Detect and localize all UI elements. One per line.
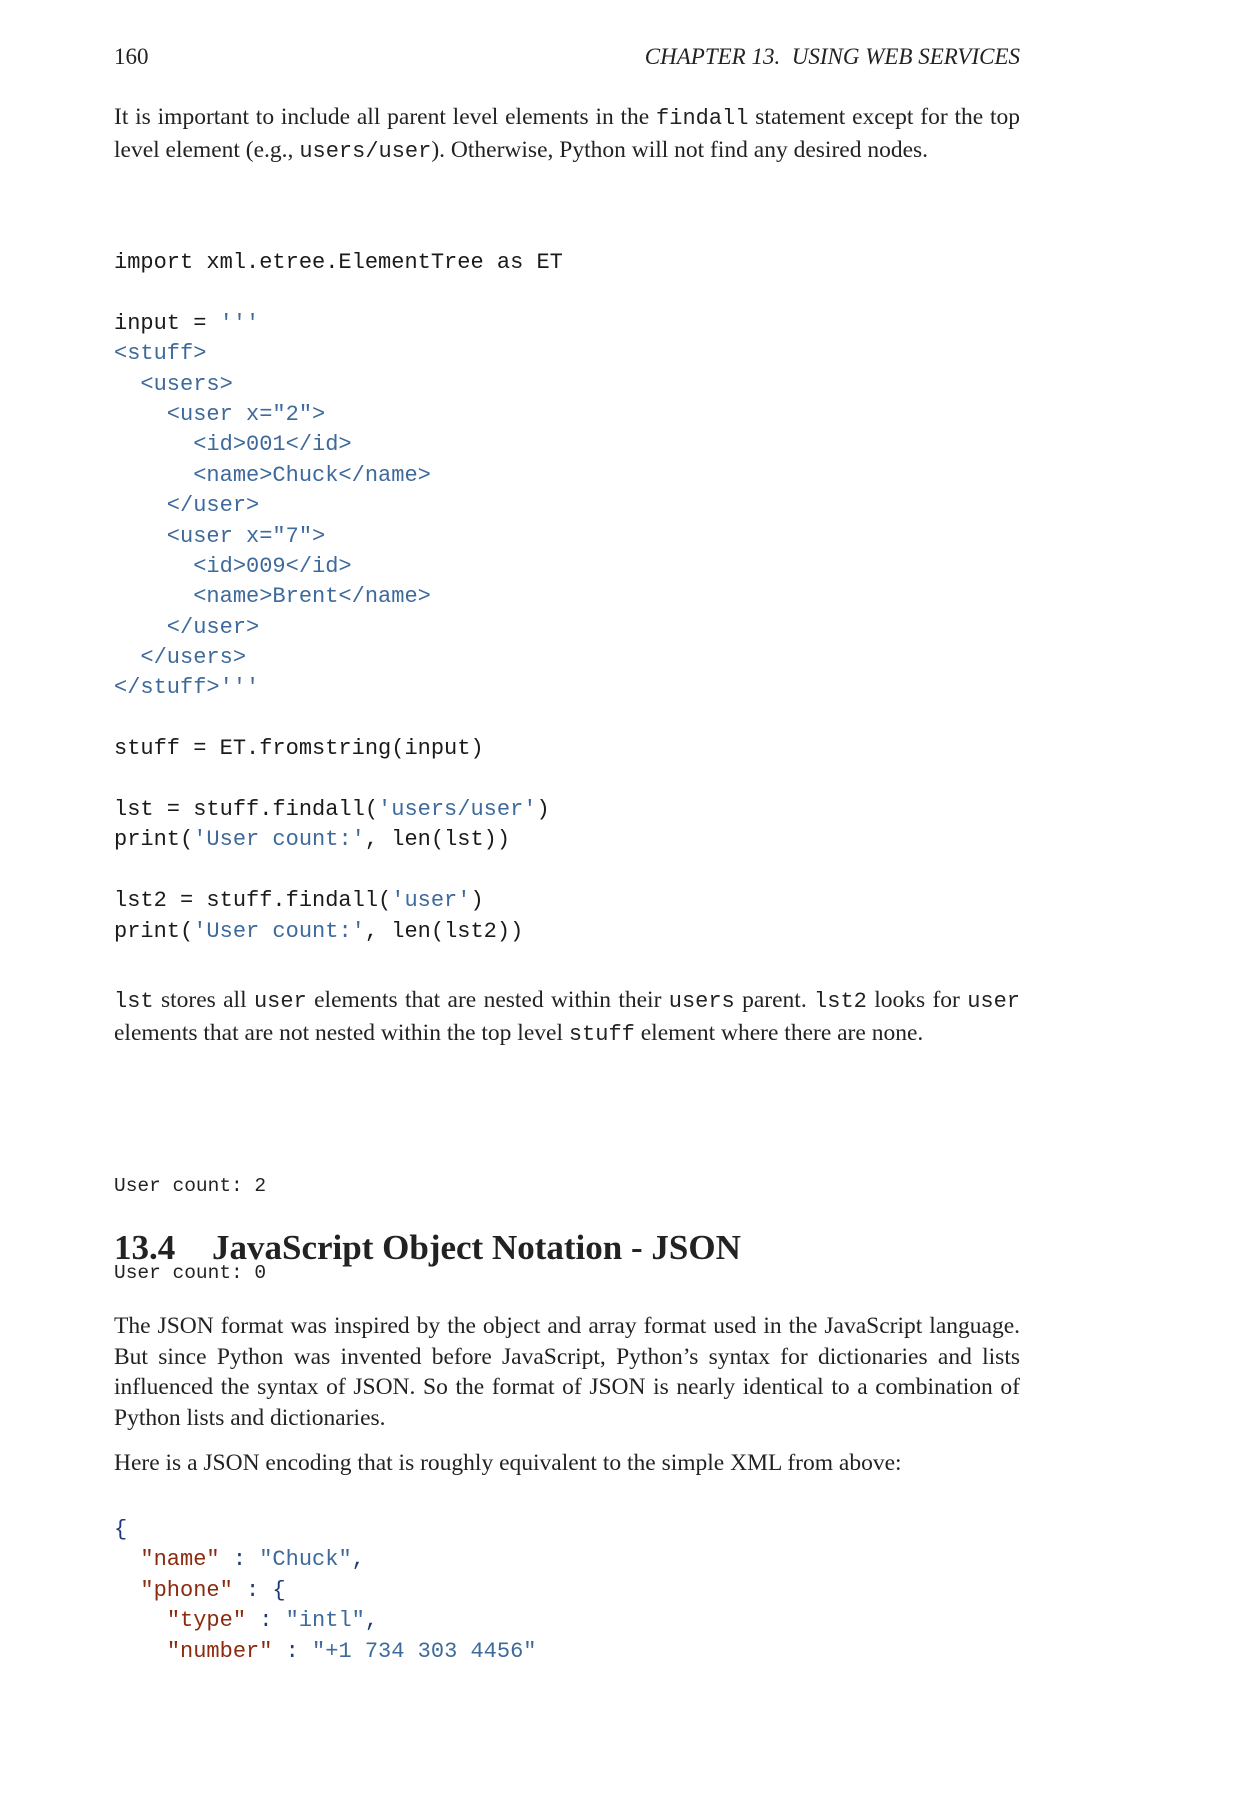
code-string: </user> (114, 614, 260, 640)
code-line (114, 643, 1020, 673)
text: Here is a JSON encoding that is roughly equivalent to the simple XML from above: (114, 1450, 902, 1476)
code-line (114, 522, 1020, 552)
code-string: <id>001</id> (114, 432, 352, 458)
code-line (114, 552, 1020, 582)
code-token: lst2 = stuff.findall( (114, 888, 392, 914)
code-token (114, 1578, 140, 1603)
code-token: stuff = ET.fromstring(input) (114, 736, 484, 762)
text: It is important to include all parent level elements in the (114, 104, 657, 130)
code-key: "number" (166, 1638, 273, 1664)
code-string: "intl" (285, 1608, 365, 1634)
inline-code: users (668, 989, 735, 1014)
code-line (114, 673, 1020, 703)
code-string: 'users/user' (378, 797, 537, 823)
code-string: <stuff> (114, 341, 207, 367)
code-token: : (219, 1547, 260, 1573)
code-token: { (114, 1517, 128, 1542)
code-line (114, 1637, 1020, 1667)
code-string: <name>Chuck</name> (114, 462, 431, 488)
code-token: : { (232, 1577, 286, 1603)
inline-code: findall (656, 106, 749, 131)
chapter-title: CHAPTER 13. USING WEB SERVICES (644, 44, 1020, 69)
code-line (114, 704, 1020, 734)
text: elements that are not nested within the top level (114, 1019, 569, 1046)
code-token: print( (114, 827, 194, 853)
code-key: "phone" (140, 1577, 233, 1603)
code-token: , len(lst2)) (364, 918, 524, 944)
code-token (114, 1639, 167, 1664)
code-string: 'User count:' (193, 918, 365, 944)
code-token: print( (114, 918, 194, 944)
code-token (114, 1608, 167, 1633)
code-line (114, 461, 1020, 491)
text: ). Otherwise, Python will not find any desired nodes. (431, 136, 929, 163)
inline-code: user (253, 989, 307, 1014)
code-line (114, 613, 1020, 643)
code-line (114, 825, 1020, 855)
paragraph-findall (114, 102, 1020, 167)
code-line (114, 400, 1020, 430)
code-string: 'User count:' (193, 827, 365, 853)
code-line (114, 309, 1020, 339)
text: The JSON format was inspired by the object and array format used in the JavaScript language. But since Python was invented before JavaScript, Python’s syntax for dictionaries and lists influenced the syntax of JSON. So the format of JSON is nearly identical to a combination of Python lists and dictionaries. (114, 1313, 1020, 1431)
code-string: </stuff>''' (114, 675, 260, 701)
code-token: lst = stuff.findall( (114, 797, 379, 823)
text: statement except for the top level element (e.g., (114, 104, 1020, 163)
output-line: User count: 2 (114, 1175, 267, 1197)
code-line (114, 1515, 1020, 1545)
code-line (114, 339, 1020, 369)
code-line (114, 248, 1020, 278)
code-line (114, 886, 1020, 916)
code-token (114, 1547, 140, 1572)
code-token: , (351, 1547, 365, 1573)
code-line (114, 430, 1020, 460)
code-key: "name" (140, 1547, 220, 1573)
code-token: : (246, 1608, 286, 1634)
paragraph-json-example-intro (114, 1448, 1020, 1479)
inline-code: user (967, 989, 1021, 1014)
page-number: 160 (114, 44, 149, 69)
code-line (114, 582, 1020, 612)
code-line (114, 370, 1020, 400)
code-string: </user> (114, 493, 260, 519)
inline-code: lst (114, 989, 154, 1014)
code-string: </users> (114, 645, 247, 671)
code-line (114, 765, 1020, 795)
code-string: 'user' (391, 888, 471, 914)
code-string: <name>Brent</name> (114, 584, 431, 610)
code-block-xml (114, 248, 1020, 947)
code-string: <id>009</id> (114, 553, 352, 579)
code-token: ) (536, 797, 550, 823)
program-output (114, 1114, 1020, 1317)
code-line (114, 278, 1020, 308)
paragraph-json-intro (114, 1311, 1020, 1433)
text: stores all (153, 987, 254, 1013)
code-string: <user x="2"> (114, 401, 326, 427)
code-string: <users> (114, 371, 233, 397)
code-line (114, 491, 1020, 521)
inline-code: lst2 (814, 989, 867, 1014)
code-line (114, 1606, 1020, 1636)
code-line (114, 1545, 1020, 1575)
code-block-json (114, 1515, 1020, 1667)
code-string: ''' (219, 310, 260, 336)
code-token: input = (114, 310, 220, 336)
code-token: , len(lst)) (364, 827, 511, 853)
text: element where there are none. (634, 1019, 924, 1046)
paragraph-lst-explanation (114, 985, 1020, 1050)
code-string: "+1 734 303 4456" (312, 1638, 537, 1664)
code-string: "Chuck" (259, 1547, 352, 1573)
text: elements that are nested within their (306, 987, 669, 1013)
inline-code: users/user (299, 138, 432, 164)
code-token: ) (470, 888, 484, 914)
code-line (114, 795, 1020, 825)
section-number: 13.4 (114, 1228, 176, 1267)
code-token: , (364, 1608, 379, 1634)
code-line (114, 1576, 1020, 1606)
code-line (114, 856, 1020, 886)
inline-code: stuff (568, 1021, 635, 1047)
output-line: User count: 0 (114, 1262, 267, 1284)
code-token: import xml.etree.ElementTree as ET (114, 250, 563, 275)
code-line (114, 917, 1020, 947)
code-string: <user x="7"> (114, 523, 326, 549)
code-token: : (272, 1638, 313, 1664)
section-heading (114, 1228, 1020, 1268)
code-line (114, 734, 1020, 764)
text: looks for (866, 987, 968, 1013)
code-key: "type" (166, 1608, 247, 1634)
text: parent. (734, 987, 815, 1013)
section-title: JavaScript Object Notation - JSON (212, 1228, 741, 1267)
